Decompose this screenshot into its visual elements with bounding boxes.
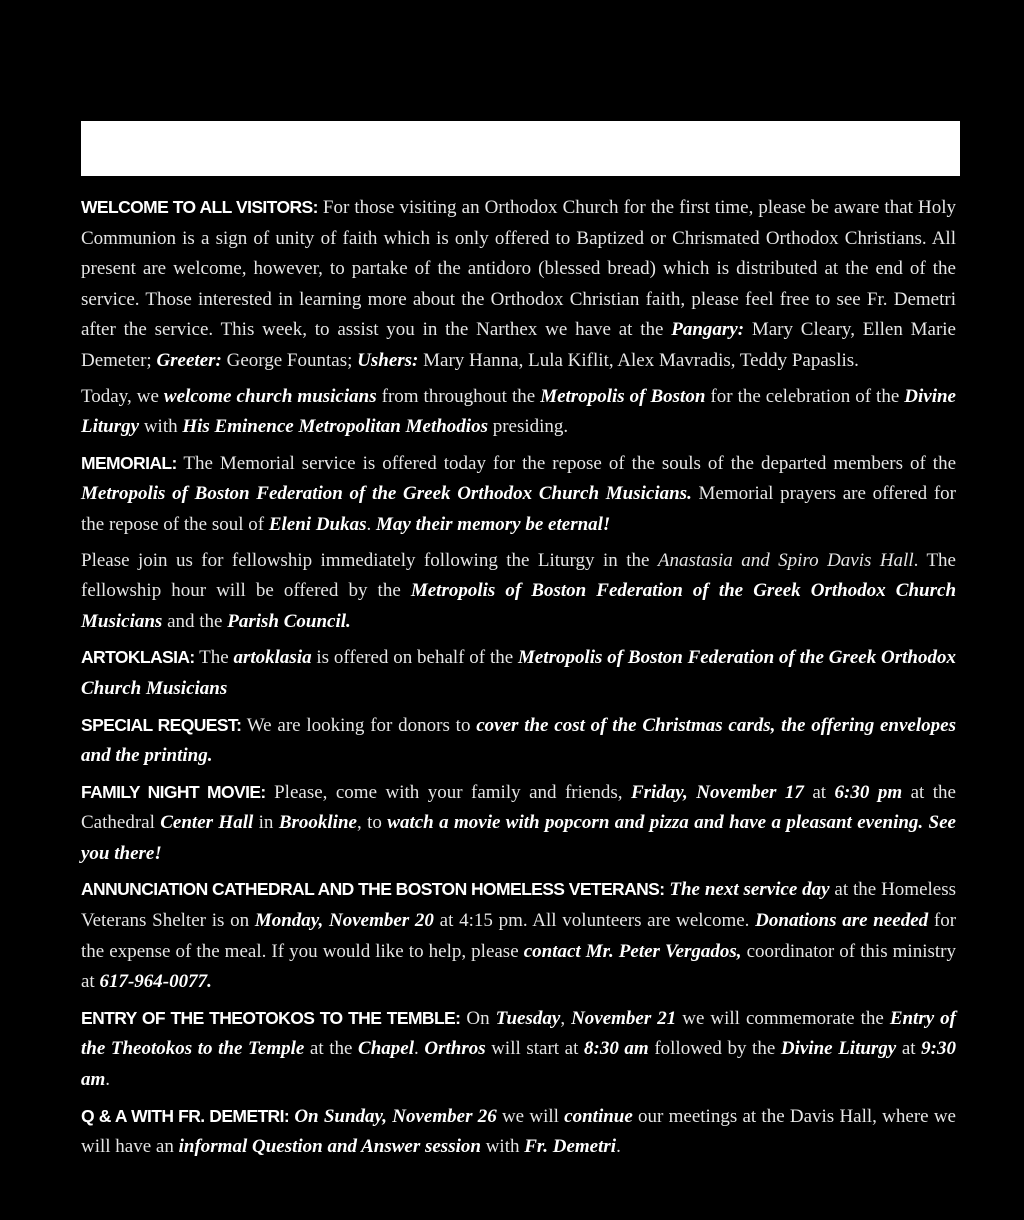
emphasis-text: Metropolis of Boston xyxy=(540,385,706,407)
emphasis-text: Tuesday xyxy=(495,1007,561,1029)
body-text: , xyxy=(560,1007,572,1029)
body-text: Please join us for fellowship immediately following the Liturgy in the xyxy=(81,549,658,571)
body-text: is offered on behalf of the xyxy=(311,647,518,669)
italic-text: Anastasia and Spiro Davis Hall xyxy=(657,549,914,571)
emphasis-text: Entry of the Theotokos to the Temple xyxy=(81,1007,956,1060)
announcement-heading: SPECIAL REQUEST: xyxy=(81,714,242,735)
body-text: at the xyxy=(304,1038,359,1060)
body-text: at the Cathedral xyxy=(81,781,956,834)
emphasis-text: Divine Liturgy xyxy=(780,1038,897,1060)
announcement-heading: WELCOME TO ALL VISITORS: xyxy=(81,197,318,217)
emphasis-text: Metropolis of Boston Federation of the Greek Orthodox Church Musicians xyxy=(81,580,957,632)
emphasis-text: Donations are needed xyxy=(755,910,929,932)
emphasis-text: Monday, November 20 xyxy=(254,910,434,932)
body-text: Please, come with your family and friends, xyxy=(265,781,631,803)
emphasis-text: Metropolis of Boston Federation of the Greek Orthodox Church Musicians. xyxy=(81,483,692,505)
body-text: we will xyxy=(496,1105,565,1127)
body-text: The xyxy=(194,647,234,669)
body-text: for the celebration of the xyxy=(705,385,905,407)
body-text: with xyxy=(139,416,183,438)
emphasis-text: Chapel xyxy=(358,1038,414,1060)
body-text: , to xyxy=(356,812,388,834)
emphasis-text: informal Question and Answer session xyxy=(178,1136,481,1158)
body-text: at 4:15 pm. All volunteers are welcome. xyxy=(433,910,756,932)
announcement-special-request xyxy=(81,710,956,772)
body-text: For those visiting an Orthodox Church for the first time, please be aware that Holy Communion is a sign of unity of faith which is only offered to Baptized or Chrismated Orthodox Christians. All present are welcome, however, to partake of the antidoro (blessed bread) which is distributed at the end of the service. Those interested in learning more about the Orthodox Christian faith, please feel free to see Fr. Demetri after the service. This week, to assist you in the Narthex we have at the xyxy=(81,197,956,341)
body-text: Mary Hanna, Lula Kiflit, Alex Mavradis, Teddy Papaslis. xyxy=(418,349,859,371)
body-text: . xyxy=(105,1069,111,1091)
body-text: . xyxy=(616,1136,621,1158)
emphasis-text: May their memory be eternal! xyxy=(376,513,611,535)
body-text: in xyxy=(253,812,279,834)
body-text: and the xyxy=(162,610,228,632)
emphasis-text: On Sunday, November 26 xyxy=(294,1105,497,1127)
emphasis-text: Parish Council. xyxy=(227,610,351,632)
emphasis-text: Orthros xyxy=(424,1038,486,1060)
emphasis-text: Brookline xyxy=(278,812,357,834)
body-text: Mary Cleary, Ellen Marie Demeter; xyxy=(81,319,956,371)
body-text: Today, we xyxy=(81,385,164,407)
announcement-homeless-veterans xyxy=(81,874,956,997)
emphasis-text: contact Mr. Peter Vergados, xyxy=(523,940,742,962)
announcement-heading: Q & A WITH FR. DEMETRI: xyxy=(81,1105,290,1126)
body-text: at xyxy=(803,781,835,803)
body-text: . xyxy=(366,513,377,535)
announcement-memorial xyxy=(81,448,956,541)
emphasis-text: Metropolis of Boston Federation of the Greek Orthodox Church Musicians xyxy=(81,647,956,699)
body-text: We are looking for donors to xyxy=(241,714,477,736)
body-text: followed by the xyxy=(648,1038,781,1060)
emphasis-text: His Eminence Metropolitan Methodios xyxy=(182,416,488,438)
body-text: we will commemorate the xyxy=(676,1007,890,1029)
body-text: will start at xyxy=(485,1038,584,1060)
emphasis-text: continue xyxy=(564,1105,633,1127)
body-text: George Fountas; xyxy=(221,349,358,371)
emphasis-text: November 21 xyxy=(571,1007,677,1029)
announcement-heading: ARTOKLASIA: xyxy=(81,647,195,668)
announcement-entry-theotokos xyxy=(81,1003,956,1096)
announcement-welcome-visitors xyxy=(81,192,956,377)
emphasis-text: 9:30 am xyxy=(81,1038,956,1091)
emphasis-text: 617-964-0077. xyxy=(99,971,212,993)
announcement-fellowship xyxy=(81,546,956,638)
emphasis-text: artoklasia xyxy=(233,647,312,669)
emphasis-text: The next service day xyxy=(669,879,830,901)
body-text: from throughout the xyxy=(376,385,541,407)
emphasis-text: Friday, November 17 xyxy=(630,781,804,803)
body-text: . xyxy=(414,1038,425,1060)
emphasis-text: 8:30 am xyxy=(584,1038,649,1060)
announcement-family-night-movie xyxy=(81,777,956,870)
emphasis-text: cover the cost of the Christmas cards, the offering envelopes and the printing. xyxy=(81,714,956,767)
emphasis-text: Pangary: xyxy=(671,319,745,341)
emphasis-text: Ushers: xyxy=(357,349,419,371)
body-text: at xyxy=(896,1038,922,1060)
announcement-heading: ENTRY OF THE THEOTOKOS TO THE TEMBLE: xyxy=(81,1007,461,1028)
announcement-q-and-a xyxy=(81,1101,956,1163)
body-text: coordinator of this ministry at xyxy=(81,940,956,993)
emphasis-text: Greeter: xyxy=(156,349,222,371)
body-text: at the Homeless Veterans Shelter is on xyxy=(81,879,957,932)
emphasis-text: Divine Liturgy xyxy=(81,385,956,438)
body-text: . The fellowship hour will be offered by the xyxy=(81,549,956,602)
emphasis-text: Eleni Dukas xyxy=(268,513,367,535)
emphasis-text: watch a movie with popcorn and pizza and have a pleasant evening. See you there! xyxy=(81,812,956,864)
body-text: for the expense of the meal. If you would like to help, please xyxy=(81,910,957,962)
emphasis-text: 6:30 pm xyxy=(834,781,903,803)
body-text: with xyxy=(480,1136,525,1158)
body-text: On xyxy=(460,1007,496,1029)
announcement-heading: FAMILY NIGHT MOVIE: xyxy=(81,781,266,802)
emphasis-text: Fr. Demetri xyxy=(524,1136,617,1158)
announcement-artoklasia xyxy=(81,642,956,704)
body-text: presiding. xyxy=(487,416,569,438)
announcement-welcome-musicians xyxy=(81,382,956,443)
title-banner xyxy=(81,121,960,176)
body-text: Memorial prayers are offered for the repose of the soul of xyxy=(81,483,956,535)
announcements-body xyxy=(81,192,956,1168)
body-text: our meetings at the Davis Hall, where we will have an xyxy=(81,1105,956,1158)
announcement-heading: ANNUNCIATION CATHEDRAL AND THE BOSTON HOMELESS VETERANS: xyxy=(81,879,665,900)
emphasis-text: welcome church musicians xyxy=(163,385,377,407)
announcement-heading: MEMORIAL: xyxy=(81,452,177,473)
emphasis-text: Center Hall xyxy=(160,812,254,834)
body-text: The Memorial service is offered today for the repose of the souls of the departed members of the xyxy=(176,452,956,474)
